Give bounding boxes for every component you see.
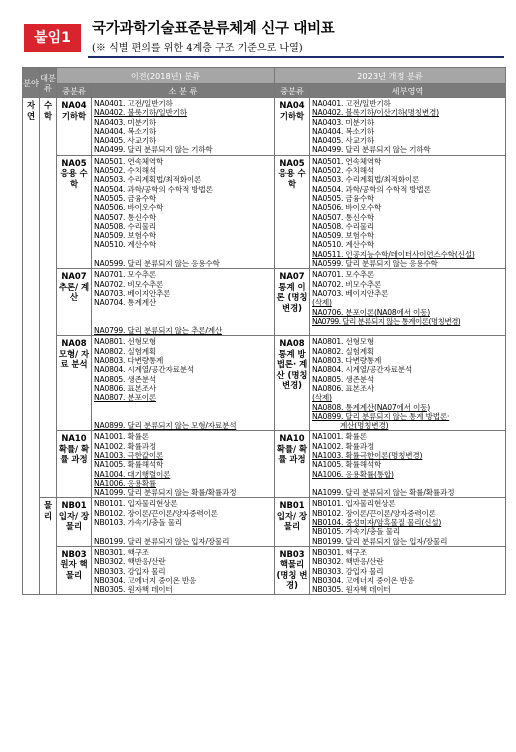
- old-item: NA0403. 미분기하: [94, 117, 156, 127]
- col-new-mid: 중분류: [275, 84, 310, 98]
- old-item: NB0302. 핵반응/산란: [94, 557, 166, 567]
- old-item: NA0505. 금융수학: [94, 193, 156, 203]
- old-item: NA0807. 분포이론: [94, 393, 156, 403]
- old-item: NA0802. 실험계획: [94, 346, 156, 356]
- new-item: (삭제): [312, 393, 332, 403]
- major-cell: 수학: [40, 98, 57, 498]
- col-new-group: 2023년 개정 분류: [275, 68, 506, 84]
- new-item: NA0401. 고전/일반기하: [312, 99, 391, 108]
- table-row: [23, 546, 506, 594]
- new-item: NA0703. 베이지안추론: [312, 288, 389, 298]
- col-old-group: 이전(2018년) 분류: [57, 68, 275, 84]
- old-item: NA0704. 통계계산: [94, 298, 156, 308]
- new-item: NA0801. 선형모형: [312, 337, 374, 347]
- old-item: NB0304. 고에너지 중이온 반응: [94, 575, 197, 585]
- table-row: [23, 155, 506, 269]
- old-item: NA0806. 표본조사: [94, 383, 156, 393]
- old-item: NA0503. 수리계획법/최적화이론: [94, 175, 202, 185]
- old-mid-cell: NA05 응용 수학: [57, 155, 92, 269]
- new-item: NB0305. 원자핵 데이터: [312, 585, 391, 595]
- old-item: [94, 412, 272, 421]
- old-items-cell: [92, 155, 275, 269]
- new-item: NA0402. 볼록기하/이산기하(명칭변경): [312, 108, 439, 118]
- old-item: NA0509. 보험수학: [94, 231, 156, 241]
- old-items-cell: [92, 546, 275, 594]
- new-item: NA0404. 복소기하: [312, 126, 374, 136]
- new-item: NA0508. 수리물리: [312, 221, 374, 231]
- page-subtitle: (※ 식별 편의를 위한 4계층 구조 기준으로 나열): [92, 43, 303, 54]
- table-row: [23, 98, 506, 156]
- old-item: NB0301. 핵구조: [94, 547, 149, 557]
- new-item: NA0706. 분포이론(NA08에서 이동): [312, 307, 430, 317]
- old-item: [94, 527, 272, 536]
- page-title: 국가과학기술표준분류체계 신구 대비표: [92, 21, 335, 37]
- new-mid-cell: NA07 통계 이론 (명칭 변경): [275, 269, 310, 336]
- comparison-table: [22, 67, 506, 595]
- table-row: [23, 336, 506, 431]
- old-item: [94, 308, 272, 317]
- new-item: NB0303. 강입자 물리: [312, 566, 384, 576]
- old-item: NB0305. 원자핵 데이터: [94, 585, 173, 595]
- new-item: NA0502. 수치해석: [312, 166, 374, 176]
- new-item: NA0405. 사교기하: [312, 136, 374, 146]
- old-item: NA0501. 연속체역학: [94, 156, 164, 166]
- new-item: NB0102. 장이론/끈이론/양자중력이론: [312, 508, 436, 518]
- col-old-small: 소 분 류: [92, 84, 275, 98]
- major-cell: 물리: [40, 498, 57, 595]
- old-mid-cell: NB01 입자/ 장물리: [57, 498, 92, 546]
- old-item: NA1002. 확률과정: [94, 441, 156, 451]
- new-item: NB0104. 중성미자/암흑물질 물리(신설): [312, 518, 442, 528]
- new-mid-cell: NA05 응용 수학: [275, 155, 310, 269]
- new-item: NA0701. 모수추론: [312, 270, 374, 280]
- old-item: NA1099. 달리 분류되지 않는 확률/확률과정: [94, 488, 237, 498]
- col-field: 분야: [23, 68, 40, 98]
- col-new-detail: 세부영역: [310, 84, 506, 98]
- new-item: NA0803. 다변량통계: [312, 356, 382, 366]
- table-row: [23, 431, 506, 498]
- old-item: NA0404. 복소기하: [94, 126, 156, 136]
- old-item: NA1004. 대기행렬이론: [94, 469, 171, 479]
- old-item: NA0899. 달리 분류되지 않는 모형/자료분석: [94, 421, 237, 431]
- new-items-cell: [310, 269, 506, 336]
- old-item: NA1006. 응용확률: [94, 478, 156, 488]
- old-mid-cell: NA10 확률/ 확률 과정: [57, 431, 92, 498]
- old-item: NB0103. 가속기/충돌 물리: [94, 518, 182, 528]
- new-mid-cell: NA04 기하학: [275, 98, 310, 156]
- new-item: NB0301. 핵구조: [312, 547, 367, 557]
- attachment-badge: 붙임1: [24, 24, 81, 52]
- old-item: NA1001. 확률론: [94, 432, 149, 442]
- old-item: NA1005. 확률해석학: [94, 460, 164, 470]
- old-item: [94, 250, 272, 259]
- new-mid-cell: NA10 확률/ 확률 과정: [275, 431, 310, 498]
- old-item: NA0508. 수리물리: [94, 221, 156, 231]
- old-items-cell: [92, 98, 275, 156]
- old-item: NA0701. 모수추론: [94, 270, 156, 280]
- old-item: NA1003. 극한값이론: [94, 450, 164, 460]
- new-items-cell: [310, 546, 506, 594]
- old-item: NA0702. 비모수추론: [94, 279, 164, 289]
- table-row: [23, 498, 506, 546]
- old-item: NB0102. 장이론/끈이론/양자중력이론: [94, 508, 218, 518]
- new-item: NA0509. 보험수학: [312, 231, 374, 241]
- old-items-cell: [92, 336, 275, 431]
- old-items-cell: [92, 431, 275, 498]
- new-mid-cell: NA08 통계 방법론· 계산 (명칭 변경): [275, 336, 310, 431]
- new-item: NA0507. 통신수학: [312, 212, 374, 222]
- new-item: NA0805. 생존분석: [312, 374, 374, 384]
- old-mid-cell: NA07 추론/ 계산: [57, 269, 92, 336]
- new-item: NA0499. 달리 분류되지 않는 기하학: [312, 145, 431, 155]
- old-item: [94, 403, 272, 412]
- page-header: [0, 0, 516, 62]
- old-item: NA0703. 베이지안추론: [94, 288, 171, 298]
- new-mid-cell: NB01 입자/ 장물리: [275, 498, 310, 546]
- new-item: NA0504. 과학/공학의 수학적 방법론: [312, 184, 431, 194]
- old-item: NA0804. 시계열/공간자료분석: [94, 365, 195, 375]
- new-item: NB0302. 핵반응/산란: [312, 557, 384, 567]
- old-item: NA0405. 사교기하: [94, 136, 156, 146]
- old-mid-cell: NB03 원자 핵물리: [57, 546, 92, 594]
- old-mid-cell: NA04 기하학: [57, 98, 92, 156]
- new-item: 계산(명칭변경): [340, 421, 389, 431]
- new-item: NA0799. 달리 분류되지 않는 통계이론(명칭변경): [312, 316, 461, 326]
- new-item: NA0599. 달리 분류되지 않는 응용수학: [312, 259, 438, 269]
- old-item: NA0499. 달리 분류되지 않는 기하학: [94, 145, 213, 155]
- old-item: NB0199. 달리 분류되지 않는 입자/장물리: [94, 536, 230, 546]
- new-items-cell: [310, 336, 506, 431]
- new-item: NA0702. 비모수추론: [312, 279, 382, 289]
- old-item: NA0502. 수치해석: [94, 166, 156, 176]
- old-item: NA0401. 고전/일반기하: [94, 99, 173, 108]
- new-items-cell: [310, 498, 506, 546]
- old-item: [94, 317, 272, 326]
- new-item: NA1006. 응용확률(통합): [312, 469, 394, 479]
- new-item: NA0503. 수리계획법/최적화이론: [312, 175, 420, 185]
- old-item: NA0504. 과학/공학의 수학적 방법론: [94, 184, 213, 194]
- new-item: [312, 479, 503, 488]
- old-items-cell: [92, 269, 275, 336]
- title-underline: [88, 56, 504, 58]
- old-item: NB0303. 강입자 물리: [94, 566, 166, 576]
- new-item: NA0804. 시계열/공간자료분석: [312, 365, 413, 375]
- old-item: NA0801. 선형모형: [94, 337, 156, 347]
- new-item: NA1005. 확률해석학: [312, 460, 382, 470]
- new-item: NA0511. 인공지능수학/데이터사이언스수학(신설): [312, 249, 475, 259]
- old-items-cell: [92, 498, 275, 546]
- new-item: NA1003. 확률극한이론(명칭변경): [312, 450, 423, 460]
- old-item: NA0402. 불룩기하/일반기하: [94, 108, 187, 118]
- new-items-cell: [310, 98, 506, 156]
- new-item: NB0199. 달리 분류되지 않는 입자/장물리: [312, 536, 448, 546]
- old-item: NA0805. 생존분석: [94, 374, 156, 384]
- old-item: NA0506. 바이오수학: [94, 203, 164, 213]
- new-item: NA0899. 달리 분류되지 않는 통계 방법론·: [312, 411, 450, 421]
- new-item: NB0105. 가속기/충돌 물리: [312, 527, 400, 537]
- old-item: NA0599. 달리 분류되지 않는 응용수학: [94, 259, 220, 269]
- new-item: NB0101. 입자물리현상론: [312, 499, 396, 509]
- new-item: NA1002. 확률과정: [312, 441, 374, 451]
- new-items-cell: [310, 155, 506, 269]
- old-item: NA0510. 계산수학: [94, 240, 156, 250]
- old-item: NA0799. 달리 분류되지 않는 추론/계산: [94, 326, 223, 336]
- table-body: [23, 98, 506, 595]
- new-item: NA0505. 금융수학: [312, 193, 374, 203]
- col-old-mid: 중분류: [57, 84, 92, 98]
- table-row: [23, 269, 506, 336]
- new-items-cell: [310, 431, 506, 498]
- old-item: NA0803. 다변량통계: [94, 356, 164, 366]
- new-item: NA1099. 달리 분류되지 않는 확률/확률과정: [312, 488, 455, 498]
- new-item: NA0501. 연속체역학: [312, 156, 382, 166]
- new-item: NA0403. 미분기하: [312, 117, 374, 127]
- new-mid-cell: NB03 핵물리 (명칭 변경): [275, 546, 310, 594]
- col-major: 대분류: [40, 68, 57, 98]
- old-item: NA0507. 통신수학: [94, 212, 156, 222]
- new-item: NA0510. 계산수학: [312, 240, 374, 250]
- old-item: NB0101. 입자물리현상론: [94, 499, 178, 509]
- new-item: NB0304. 고에너지 중이온 반응: [312, 575, 415, 585]
- new-item: NA0808. 통계계산(NA07에서 이동): [312, 402, 430, 412]
- new-item: NA0806. 표본조사: [312, 383, 374, 393]
- field-cell: 자연: [23, 98, 40, 595]
- new-item: NA0506. 바이오수학: [312, 203, 382, 213]
- new-item: NA0802. 실험계획: [312, 346, 374, 356]
- old-mid-cell: NA08 모형/ 자료 분석: [57, 336, 92, 431]
- new-item: NA1001. 확률론: [312, 432, 367, 442]
- new-item: (삭제): [312, 298, 332, 308]
